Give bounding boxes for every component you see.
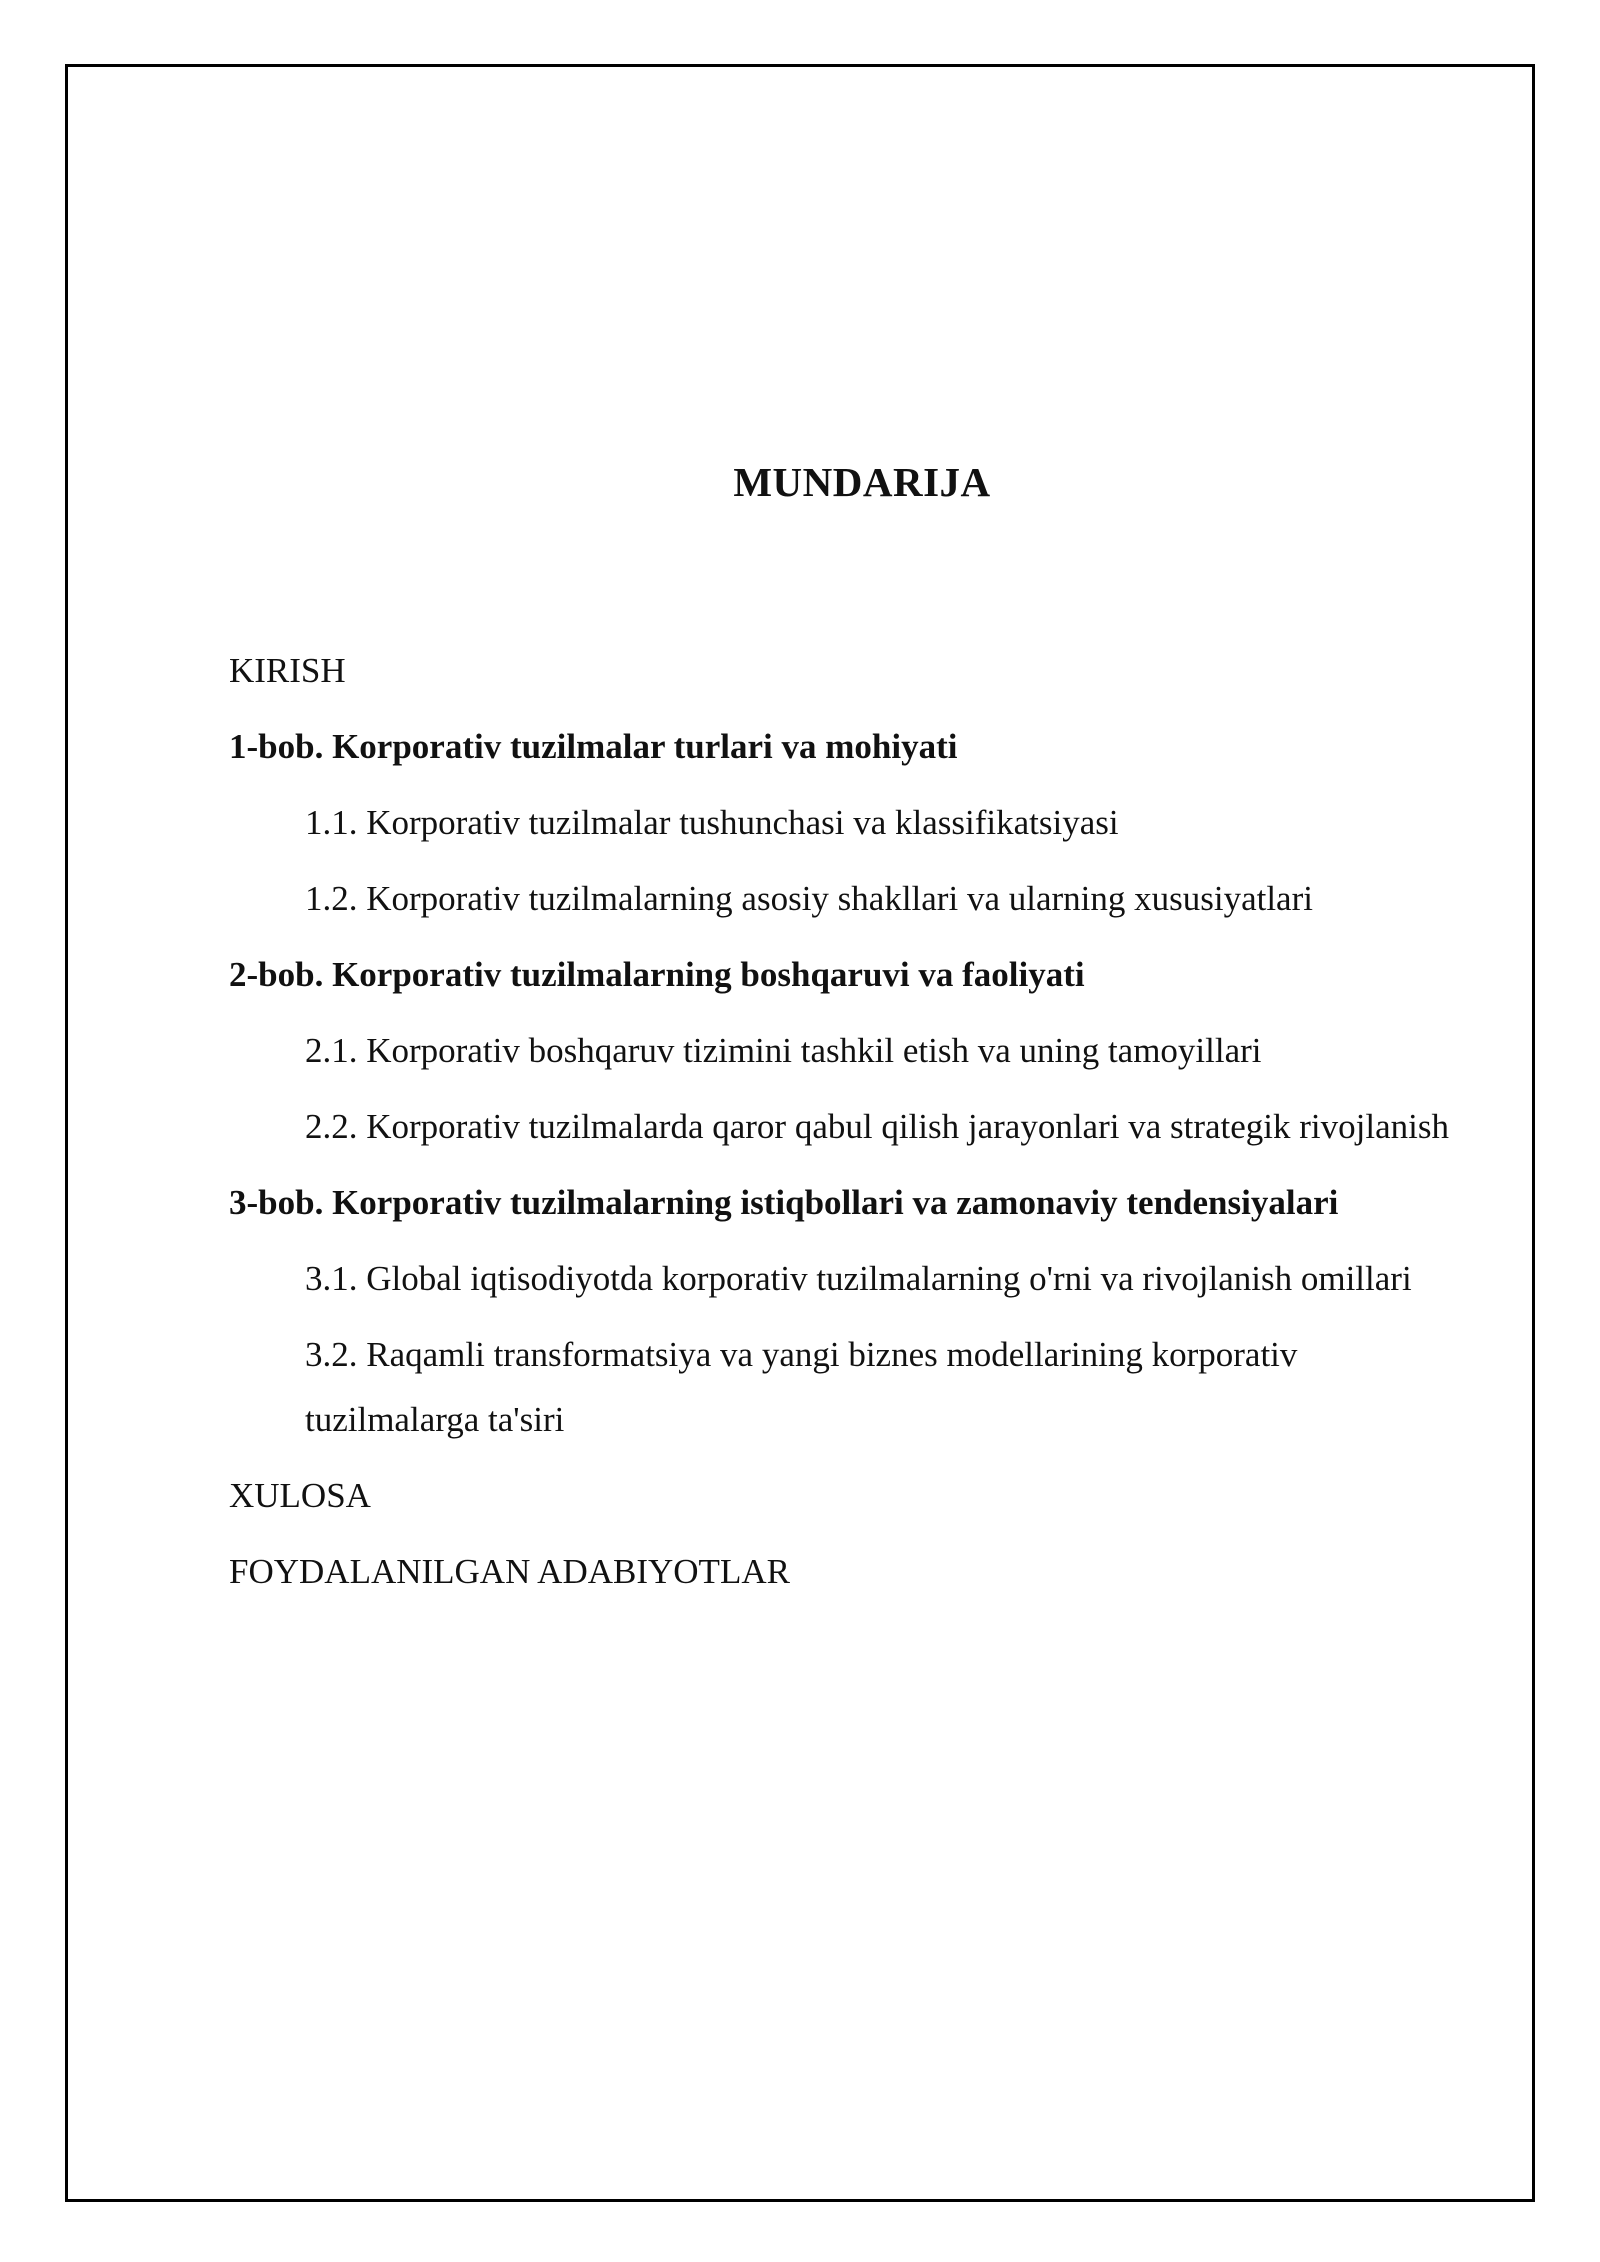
toc-entry-section-1-2: 1.2. Korporativ tuzilmalarning asosiy shakllari va ularning xususiyatlari <box>305 879 1313 918</box>
toc-entry-conclusion: XULOSA <box>229 1476 371 1515</box>
toc-entry-introduction: KIRISH <box>229 651 346 690</box>
toc-entry-section-1-1: 1.1. Korporativ tuzilmalar tushunchasi va klassifikatsiyasi <box>305 803 1119 842</box>
toc-entry-section-2-2: 2.2. Korporativ tuzilmalarda qaror qabul qilish jarayonlari va strategik rivojlanish <box>305 1107 1449 1146</box>
toc-entry-section-3-1: 3.1. Global iqtisodiyotda korporativ tuzilmalarning o'rni va rivojlanish omillari <box>305 1259 1412 1298</box>
toc-entry-references: FOYDALANILGAN ADABIYOTLAR <box>229 1552 790 1591</box>
toc-entry-chapter-3: 3-bob. Korporativ tuzilmalarning istiqbollari va zamonaviy tendensiyalari <box>229 1183 1339 1222</box>
toc-entry-chapter-1: 1-bob. Korporativ tuzilmalar turlari va mohiyati <box>229 727 958 766</box>
toc-title: MUNDARIJA <box>733 459 991 505</box>
toc-entry-section-2-1: 2.1. Korporativ boshqaruv tizimini tashkil etish va uning tamoyillari <box>305 1031 1262 1070</box>
toc-entry-chapter-2: 2-bob. Korporativ tuzilmalarning boshqaruvi va faoliyati <box>229 955 1085 994</box>
toc-entry-section-3-2: 3.2. Raqamli transformatsiya va yangi biznes modellarining korporativ tuzilmalarga ta'siri <box>305 1335 1298 1439</box>
table-of-contents <box>229 638 1469 1615</box>
